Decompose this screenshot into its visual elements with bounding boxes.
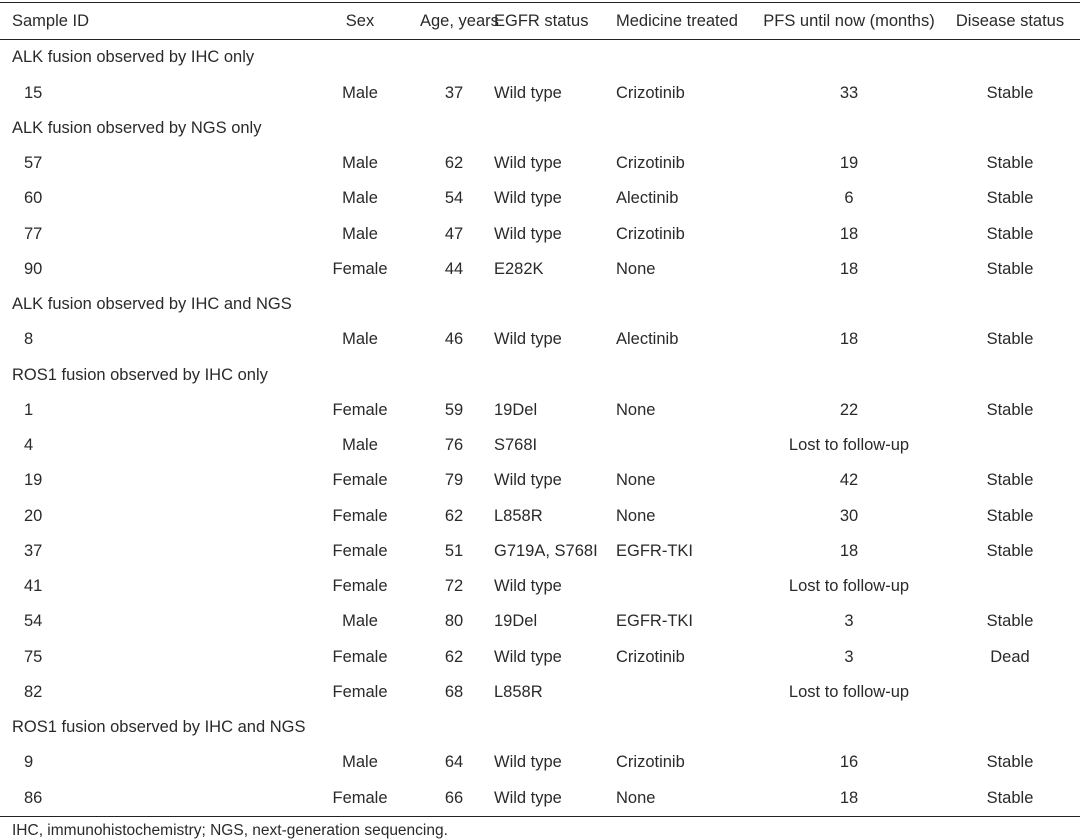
cell-sex: Female (300, 781, 420, 817)
cell-sex: Male (342, 224, 378, 243)
cell-sex: Female (332, 682, 388, 701)
cell-medicine (610, 428, 758, 463)
table-row (0, 499, 1080, 534)
header-pfs: PFS until now (months) (758, 4, 940, 40)
cell-age: 76 (444, 436, 464, 455)
cell-egfr-status: Wild type (494, 224, 562, 243)
cell-sample-id: 15 (24, 83, 43, 102)
cell-sex: Female (332, 471, 388, 490)
cell-sex: Female (332, 506, 388, 525)
cell-medicine: EGFR-TKI (616, 612, 693, 631)
cell-pfs: 6 (844, 189, 854, 208)
cell-pfs: 16 (839, 753, 859, 772)
cell-medicine (610, 675, 758, 710)
cell-sample-id: 8 (24, 330, 34, 349)
table-body (0, 40, 1080, 817)
cell-medicine: Alectinib (616, 330, 679, 349)
cell-sample-id: 19 (24, 471, 43, 490)
cell-follow-up-note: Lost to follow-up (788, 436, 910, 455)
table-header (0, 4, 1080, 40)
cell-pfs: 18 (839, 541, 859, 560)
cell-sample-id: 54 (24, 612, 43, 631)
cell-age: 68 (444, 682, 464, 701)
cell-disease-status: Stable (986, 154, 1034, 173)
cell-disease-status: Stable (986, 224, 1034, 243)
cell-disease-status: Stable (986, 330, 1034, 349)
table-row (0, 745, 1080, 780)
cell-disease-status: Stable (986, 753, 1034, 772)
header-sex: Sex (300, 4, 420, 40)
cell-follow-up-note: Lost to follow-up (788, 682, 910, 701)
cell-medicine: None (610, 781, 758, 817)
table-row (0, 252, 1080, 287)
cell-age: 44 (444, 259, 464, 278)
header-sample-id: Sample ID (0, 4, 300, 40)
cell-egfr-status: E282K (494, 259, 544, 278)
cell-sex: Male (342, 83, 378, 102)
cell-age: 62 (444, 647, 464, 666)
cell-sample-id: 57 (24, 154, 43, 173)
table-row (0, 217, 1080, 252)
cell-pfs: 18 (839, 224, 859, 243)
footnote: IHC, immunohistochemistry; NGS, next-generation sequencing. (12, 822, 448, 839)
cell-pfs: 18 (758, 781, 940, 817)
cell-age: 37 (444, 83, 464, 102)
cell-sample-id: 9 (24, 753, 34, 772)
cell-medicine: None (616, 506, 656, 525)
cell-medicine: None (616, 400, 656, 419)
cell-pfs: 19 (839, 154, 859, 173)
cell-disease-status: Stable (986, 612, 1034, 631)
cell-pfs: 22 (839, 400, 859, 419)
cell-medicine: Crizotinib (616, 154, 685, 173)
table-row (0, 569, 1080, 604)
cell-pfs: 30 (839, 506, 859, 525)
cell-age: 62 (444, 154, 464, 173)
cell-age: 62 (444, 506, 464, 525)
group-label: ROS1 fusion observed by IHC and NGS (12, 718, 306, 737)
cell-sex: Male (342, 612, 378, 631)
cell-sample-id: 86 (0, 781, 300, 817)
group-row (0, 287, 1080, 322)
cell-disease-status: Dead (990, 647, 1030, 666)
cell-disease-status (940, 675, 1080, 710)
table-top-rule (0, 2, 1080, 3)
cell-sample-id: 90 (24, 259, 43, 278)
cell-sex: Female (332, 577, 388, 596)
cell-age: 80 (444, 612, 464, 631)
header-medicine: Medicine treated (610, 4, 758, 40)
cell-egfr-status: Wild type (488, 781, 610, 817)
header-disease-status: Disease status (940, 4, 1080, 40)
cell-egfr-status: Wild type (494, 471, 562, 490)
table-row (0, 428, 1080, 463)
table-row (0, 181, 1080, 216)
table-row (0, 146, 1080, 181)
header-age: Age, years (420, 4, 488, 40)
group-label: ALK fusion observed by IHC and NGS (12, 295, 292, 314)
cell-sex: Male (342, 154, 378, 173)
cell-pfs: 3 (844, 647, 854, 666)
cell-medicine (610, 569, 758, 604)
cell-disease-status: Stable (986, 541, 1034, 560)
cell-disease-status: Stable (986, 83, 1034, 102)
group-row (0, 358, 1080, 393)
cell-medicine: Crizotinib (616, 753, 685, 772)
table-row (0, 604, 1080, 639)
cell-disease-status: Stable (986, 259, 1034, 278)
cell-follow-up-note: Lost to follow-up (788, 577, 910, 596)
header-egfr-status: EGFR status (488, 4, 610, 40)
cell-age: 47 (444, 224, 464, 243)
table-row (0, 781, 1080, 817)
cell-sex: Female (332, 647, 388, 666)
cell-sample-id: 41 (24, 577, 43, 596)
cell-pfs: 3 (844, 612, 854, 631)
cell-disease-status (940, 428, 1080, 463)
group-label: ALK fusion observed by IHC only (12, 48, 255, 67)
cell-sex: Male (342, 436, 378, 455)
cell-egfr-status: Wild type (494, 330, 562, 349)
cell-egfr-status: Wild type (494, 189, 562, 208)
cell-disease-status: Stable (986, 189, 1034, 208)
cell-disease-status: Stable (986, 506, 1034, 525)
cell-medicine: Alectinib (616, 189, 679, 208)
cell-disease-status: Stable (986, 471, 1034, 490)
cell-egfr-status: G719A, S768I (494, 541, 598, 560)
cell-egfr-status: Wild type (494, 83, 562, 102)
table-row (0, 76, 1080, 111)
cell-age: 59 (444, 400, 464, 419)
cell-sex: Female (332, 541, 388, 560)
cell-egfr-status: S768I (494, 436, 538, 455)
cell-sample-id: 20 (24, 506, 43, 525)
cell-sample-id: 4 (24, 436, 34, 455)
cell-age: 64 (444, 753, 464, 772)
cell-sample-id: 1 (24, 400, 34, 419)
cell-disease-status: Stable (986, 400, 1034, 419)
cell-sample-id: 75 (24, 647, 43, 666)
cell-age: 72 (444, 577, 464, 596)
cell-medicine: Crizotinib (616, 647, 685, 666)
table-row (0, 393, 1080, 428)
cell-egfr-status: Wild type (494, 577, 562, 596)
cell-medicine: None (616, 259, 656, 278)
cell-sample-id: 37 (24, 541, 43, 560)
cell-medicine: Crizotinib (616, 83, 685, 102)
cell-sample-id: 77 (24, 224, 43, 243)
cell-sample-id: 82 (24, 682, 43, 701)
table-row (0, 534, 1080, 569)
cell-sex: Female (332, 400, 388, 419)
cell-sample-id: 60 (24, 189, 43, 208)
cell-age: 66 (420, 781, 488, 817)
group-row (0, 40, 1080, 76)
cell-age: 46 (444, 330, 464, 349)
results-table (0, 4, 1080, 817)
cell-egfr-status: Wild type (494, 154, 562, 173)
cell-pfs: 33 (839, 83, 859, 102)
cell-egfr-status: Wild type (494, 753, 562, 772)
cell-egfr-status: L858R (494, 506, 543, 525)
cell-medicine: None (616, 471, 656, 490)
cell-sex: Male (342, 189, 378, 208)
cell-medicine: EGFR-TKI (616, 541, 693, 560)
cell-age: 51 (444, 541, 464, 560)
cell-age: 54 (444, 189, 464, 208)
cell-egfr-status: 19Del (494, 400, 538, 419)
cell-sex: Male (342, 330, 378, 349)
cell-disease-status (940, 569, 1080, 604)
cell-pfs: 18 (839, 259, 859, 278)
cell-sex: Male (342, 753, 378, 772)
cell-egfr-status: L858R (494, 682, 543, 701)
table-row (0, 322, 1080, 357)
header-row (0, 4, 1080, 40)
cell-egfr-status: 19Del (494, 612, 538, 631)
cell-pfs: 18 (839, 330, 859, 349)
group-label: ALK fusion observed by NGS only (12, 118, 262, 137)
table-row (0, 675, 1080, 710)
cell-medicine: Crizotinib (616, 224, 685, 243)
cell-egfr-status: Wild type (494, 647, 562, 666)
group-row (0, 710, 1080, 745)
cell-sex: Female (332, 259, 388, 278)
table-row (0, 463, 1080, 498)
table-row (0, 640, 1080, 675)
group-row (0, 111, 1080, 146)
cell-age: 79 (444, 471, 464, 490)
cell-disease-status: Stable (940, 781, 1080, 817)
group-label: ROS1 fusion observed by IHC only (12, 365, 268, 384)
cell-pfs: 42 (839, 471, 859, 490)
